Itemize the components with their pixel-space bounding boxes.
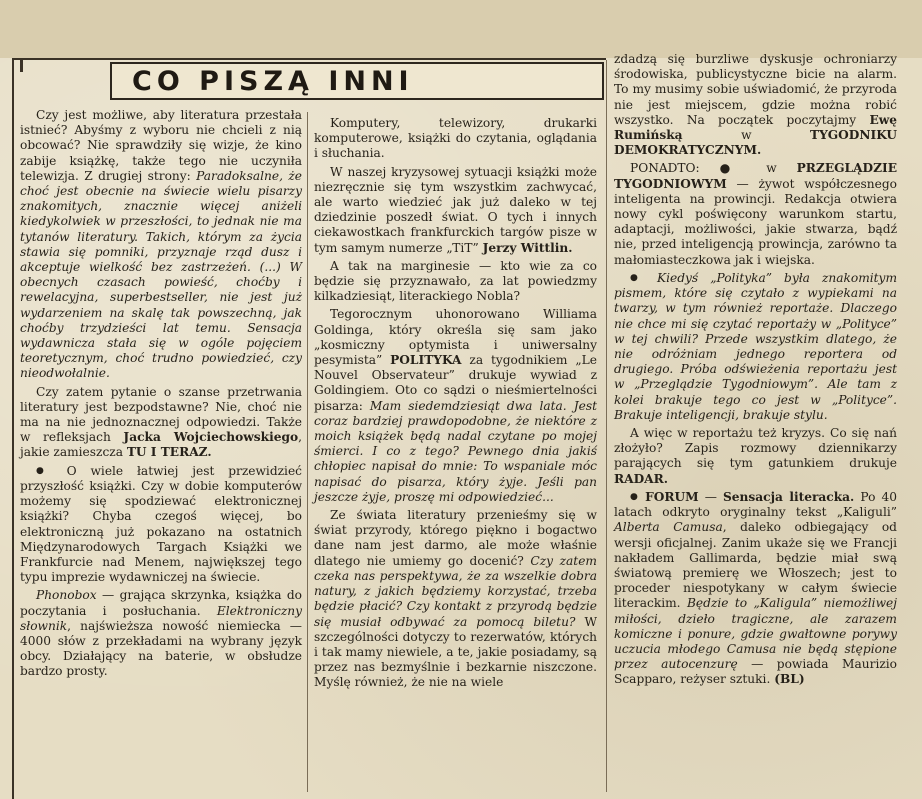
top-rule [12, 58, 604, 60]
italic-text: Paradoksalne, że choć jest obecnie na świecie wielu pisarzy znakomitych, znacznie więcej aniżeli kiedykolwiek w przeszłości, to jednak nie ma tytanów literatury. Takich, którym za życia stawia się pomniki, przyznaje rząd dusz i akceptuje wielkość bez zastrzeżeń. (...) W obecnych czasach powieść, choćby i rewelacyjna, superbestseller, nie jest już wydarzeniem na skalę tak powszechną, jak choćby trzydzieści lat temu. Sensacja wydawnicza stała się w ogóle pojęciem teoretycznym, choć trudno powiedzieć, czy nieodwołalnie. [20, 168, 302, 381]
column-separator-1 [307, 112, 308, 792]
italic-text: Phonobox [36, 588, 97, 603]
body-text: Czy zatem pytanie o szanse przetrwania literatury jest bezpodstawne? Nie, choć nie ma na nie jednoznacznej odpowiedzi. Także w refleksjach [20, 384, 302, 445]
bold-text: Jacka Wojciechowskiego [123, 430, 299, 445]
left-rule [12, 58, 14, 799]
article-paragraph [614, 426, 897, 487]
body-text: W naszej kryzysowej sytuacji książki może niezręcznie się tym wszystkim zachwycać, ale warto wiedzieć jak już daleko w tej dziedzinie poszedł świat. O tych i innych ciekawostkach frankfurckich targów pisze w tym samym numerze „TiT” [314, 164, 597, 255]
article-column-2 [314, 116, 597, 691]
article-column-3 [614, 52, 897, 688]
article-paragraph [20, 464, 302, 586]
article-paragraph [20, 385, 302, 461]
column-separator-2 [606, 60, 607, 792]
body-text: — grająca skrzynka, książka do poczytania i posłuchania. [20, 588, 302, 618]
body-text: Komputery, telewizory, drukarki komputerowe, książki do czytania, oglądania i słuchania. [314, 116, 597, 161]
italic-text: Alberta Camusa [614, 520, 723, 535]
article-column-1 [20, 108, 302, 680]
italic-text: Będzie to „Kaligula” niemożliwej miłości, dzieło tragiczne, ale zarazem komiczne i ponure, gdzie gwałtowne porywy uczucia młodego Camusa nie będą stępione przez autocenzurę [614, 596, 897, 672]
body-text: Po 40 latach odkryto oryginalny tekst „Kaliguli” [614, 489, 897, 520]
body-text: , najświeższa nowość niemiecka — 4000 słów z przekładami na wybrany język obcy. Działający na baterie, w obsłudze bardzo prosty. [20, 618, 302, 679]
bold-text: Sensacja literacka. [722, 489, 855, 504]
body-text: Tegorocznym uhonorowano Williama Goldinga, który określa się sam jako „kosmiczny optymista i uniwersalny pesymista” [314, 307, 597, 368]
body-text: A więc w reportażu też kryzys. Co się nań złożyło? Zapis rozmowy dziennikarzy parających się tym gatunkiem drukuje [614, 425, 897, 471]
body-text: Czy jest możliwe, aby literatura przestała istnieć? Abyśmy z wyboru nie chcieli z nią obcować? Nie sprawdziły się wizje, że kino zabije książkę, także tego nie uczyniła telewizja. Z drugiej strony: [20, 108, 302, 183]
body-text: zdadzą się burzliwe dyskusje ochroniarzy środowiska, publicystyczne bicie na alarm. To my musimy sobie uświadomić, że przyroda nie jest miejscem, gdzie można robić wszystko. Na początek poczytajmy [614, 52, 897, 127]
body-text: — powiada Maurizio Scapparo, reżyser sztuki. [614, 657, 897, 687]
body-text: PONADTO: ● w [630, 161, 797, 176]
article-paragraph [314, 116, 597, 162]
page-title: CO PISZĄ INNI [132, 65, 414, 97]
bullet-mark: ● [36, 465, 67, 476]
top-left-mark [20, 58, 23, 72]
article-paragraph [614, 271, 897, 423]
italic-text: Mam siedemdziesiąt dwa lata. Jest coraz bardziej prawdopodobne, że niektóre z moich książek będą nadal czytane po mojej śmierci. I co z tego? Pewnego dnia jakiś chłopiec napisał do mnie: To wspaniale móc napisać do pisarza, który żyje. Jeśli pan jeszcze żyje, proszę mi odpowiedzieć... [314, 398, 597, 504]
bold-text: RADAR. [614, 471, 668, 486]
bold-text: POLITYKA [390, 353, 462, 368]
page-top-strip [0, 0, 922, 58]
body-text: , daleko odbiegający od wersji oficjalnej. Zanim ukaże się we Francji nakładem Gallimarda, będzie miał swą światową premierę we Włoszech; jest to proceder niespotykany w całym świecie literackim. [614, 520, 897, 611]
bullet-mark: ● [630, 272, 658, 283]
article-paragraph [614, 52, 897, 158]
article-paragraph [314, 259, 597, 305]
article-paragraph [614, 161, 897, 267]
body-text: — żywot współczesnego inteligenta na prowincji. Redakcja otwiera nowy cykl poświęcony warunkom startu, adaptacji, możliwości, jakie stwarza, bądź nie, przed inteligencją prowincja, zarówno ta małomiasteczkowa jak i wiejska. [614, 176, 897, 267]
article-paragraph [20, 108, 302, 382]
article-paragraph [314, 508, 597, 690]
bold-text: (BL) [774, 672, 805, 687]
article-paragraph [314, 307, 597, 505]
italic-text: Czy zatem czeka nas perspektywa, że za wszelkie dobra natury, z jakich będziemy korzystać, trzeba będzie płacić? Czy kontakt z przyrodą będzie się musiał odbywać za pomocą biletu? [314, 553, 597, 629]
body-text: w [682, 128, 810, 143]
body-text: , jakie zamieszcza [20, 430, 302, 460]
body-text: W szczególności dotyczy to rezerwatów, których i tak mamy niewiele, a te, jakie posiadamy, są przez nas bezmyślnie i bezkarnie niszczone. Myślę również, że nie na wiele [314, 614, 598, 690]
title-box [110, 62, 604, 100]
bold-text: FORUM [645, 489, 699, 504]
body-text: O wiele łatwiej jest przewidzieć przyszłość książki. Czy w dobie komputerów możemy się spodziewać elektronicznej książki? Chyba czegoś więcej, bo elektroniczną już pokazano na ostatnich Międzynarodowych Targach Książki we Frankfurcie nad Menem, największej tego typu imprezie wydawniczej na świecie. [20, 463, 302, 585]
body-text: A tak na marginesie — kto wie za co będzie się przyznawało, za lat powiedzmy kilkadziesiąt, literackiego Nobla? [314, 258, 597, 304]
bold-text: PRZEGLĄDZIE TYGODNIOWYM [614, 161, 897, 191]
body-text: za tygodnikiem „Le Nouvel Observateur” drukuje wywiad z Goldingiem. Oto co sądzi o nieśmiertelności pisarza: [314, 353, 597, 413]
body-text: Ze świata literatury przenieśmy się w świat przyrody, którego piękno i bogactwo dane nam jest darmo, ale może właśnie dlatego nie umiemy go docenić? [314, 508, 597, 568]
article-paragraph [314, 165, 597, 256]
italic-text: Kiedyś „Polityka” była znakomitym pismem, które się czytało z wypiekami na twarzy, w tym również reportaże. Dlaczego nie chce mi się czytać reportaży w „Polityce” w tej chwili? Przede wszystkim dlatego, że nie odróżniam jednego reportera od drugiego. Próba odświeżenia reportażu jest w „Przeglądzie Tygodniowym”. Ale tam z kolei brakuje tego co jest w „Polityce”. Brakuje inteligencji, brakuje stylu. [614, 270, 898, 422]
bold-text: Ewę Rumińską [614, 112, 897, 143]
bold-text: TYGODNIKU DEMOKRATYCZNYM. [614, 128, 897, 158]
body-text: — [698, 489, 723, 504]
bold-text: Jerzy Wittlin. [482, 240, 573, 255]
article-paragraph [614, 490, 897, 688]
bold-text: TU I TERAZ. [126, 445, 212, 460]
article-paragraph [20, 588, 302, 679]
bullet-mark: ● [630, 491, 646, 502]
italic-text: Elektroniczny słownik [20, 603, 302, 633]
